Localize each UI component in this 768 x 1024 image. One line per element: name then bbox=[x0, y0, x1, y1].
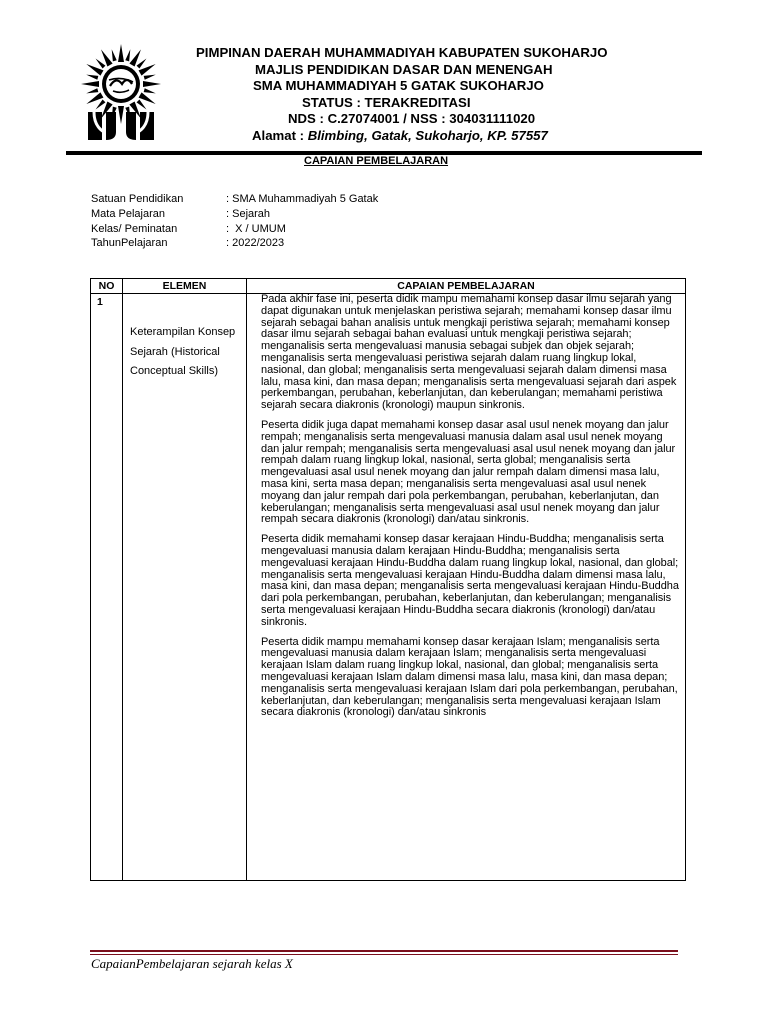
row-capaian bbox=[247, 294, 686, 881]
sun-emblem-icon bbox=[76, 42, 166, 142]
footer-divider-thin bbox=[90, 954, 678, 955]
row-number: 1 bbox=[91, 294, 123, 881]
letterhead-address bbox=[160, 128, 700, 145]
capaian-paragraph: Peserta didik mampu memahami konsep dasar kerajaan Islam; menganalisis serta mengevaluasi manusia dalam kerajaan Islam; menganalisis serta mengevaluasi kerajaan Islam dalam ruang lingkup lokal, nasional, dan global; menganalisis serta mengevaluasi kerajaan Islam dalam dimensi masa lalu, masa kini, dan masa depan; menganalisis serta mengevaluasi kerajaan Islam dari pola perkembangan, perubahan, keberlanjutan, dan keberulangan; menganalisis serta mengevaluasi kerajaan Islam secara diakronis (kronologi) dan/atau sinkronis bbox=[261, 635, 678, 719]
muhammadiyah-logo bbox=[76, 42, 166, 142]
info-label: TahunPelajaran bbox=[91, 237, 168, 250]
info-label: Mata Pelajaran bbox=[91, 207, 165, 220]
table-header-row bbox=[91, 279, 686, 294]
letterhead-line-5: NDS : C.27074001 / NSS : 304031111020 bbox=[288, 111, 536, 126]
document-title: CAPAIAN PEMBELAJARAN bbox=[304, 155, 449, 167]
letterhead-line-3: SMA MUHAMMADIYAH 5 GATAK SUKOHARJO bbox=[253, 78, 544, 93]
capaian-table bbox=[90, 278, 686, 881]
info-value: : 2022/2023 bbox=[226, 237, 285, 250]
info-row bbox=[91, 236, 378, 251]
info-block bbox=[91, 192, 378, 251]
address-label: Alamat : bbox=[252, 127, 305, 143]
footer-divider bbox=[90, 950, 678, 952]
info-label: Satuan Pendidikan bbox=[91, 193, 184, 205]
header-capaian: CAPAIAN PEMBELAJARAN bbox=[247, 279, 686, 294]
table-row bbox=[91, 294, 686, 881]
letterhead-line-4: STATUS : TERAKREDITASI bbox=[302, 94, 471, 110]
address-value: Blimbing, Gatak, Sukoharjo, KP. 57557 bbox=[307, 127, 548, 143]
page-footer: CapaianPembelajaran sejarah kelas X bbox=[91, 956, 293, 971]
row-element: Keterampilan Konsep Sejarah (Historical Conceptual Skills) bbox=[123, 294, 247, 881]
letterhead-line-2: MAJLIS PENDIDIKAN DASAR DAN MENENGAH bbox=[255, 61, 553, 77]
header-no: NO bbox=[91, 279, 123, 294]
capaian-paragraph: Peserta didik juga dapat memahami konsep dasar asal usul nenek moyang dan jalur rempah; menganalisis serta mengevaluasi manusia dalam asal usul nenek moyang dan jalur rempah; menganalisis serta mengevaluasi asal usul nenek moyang dan jalur rempah dalam ruang lingkup lokal, nasional, serta global; menganalisis serta mengevaluasi asal usul nenek moyang dan jalur rempah dalam dimensi masa lalu, masa kini, serta masa depan; menganalisis serta mengevaluasi asal usul nenek moyang dan jalur rempah dari pola perkembangan, perubahan, keberlanjutan, dan keberulangan; menganalisis serta mengevaluasi asal usul nenek moyang dan jalur rempah secara diakronis (kronologi) dan/atau sinkronis. bbox=[261, 418, 676, 526]
capaian-paragraph: Peserta didik memahami konsep dasar kerajaan Hindu-Buddha; menganalisis serta mengevaluasi manusia dalam kerajaan Hindu-Buddha; menganalisis serta mengevaluasi kerajaan Hindu-Buddha dalam ruang lingkup lokal, nasional, dan global; menganalisis serta mengevaluasi kerajaan Hindu-Buddha dalam dimensi masa lalu, masa kini, dan masa depan; menganalisis serta mengevaluasi kerajaan Hindu-Buddha dari pola perkembangan, perubahan, keberlanjutan, dan keberulangan; menganalisis serta mengevaluasi kerajaan Hindu-Buddha secara diakronis (kronologi) dan/atau sinkronis. bbox=[261, 533, 679, 628]
info-value: : SMA Muhammadiyah 5 Gatak bbox=[226, 193, 379, 205]
info-row bbox=[91, 222, 378, 237]
letterhead-line-1: PIMPINAN DAERAH MUHAMMADIYAH KABUPATEN SUKOHARJO bbox=[196, 45, 608, 60]
info-row bbox=[91, 192, 378, 207]
info-label: Kelas/ Peminatan bbox=[91, 222, 178, 235]
capaian-paragraph: Pada akhir fase ini, peserta didik mampu memahami konsep dasar ilmu sejarah yang dapat digunakan untuk menjelaskan peristiwa sejarah; memahami konsep dasar ilmu sejarah sebagai bahan analisis untuk mengkaji peristiwa sejarah; memahami konsep dasar ilmu sejarah sebagai bahan evaluasi untuk mengkaji peristiwa sejarah; menganalisis serta mengevaluasi manusia sebagai subjek dan objek sejarah; menganalisis serta mengevaluasi peristiwa sejarah dalam ruang lingkup lokal, nasional, dan global; menganalisis serta mengevaluasi sejarah dalam dimensi masa lalu, masa kini, dan masa depan; menganalisis serta mengevaluasi sejarah dari aspek perkembangan, perubahan, keberlanjutan, dan keberulangan; memahami peristiwa sejarah secara diakronis (kronologi) maupun sinkronis. bbox=[261, 293, 677, 412]
header-elemen: ELEMEN bbox=[123, 279, 247, 294]
letterhead bbox=[160, 45, 700, 144]
info-value: : X / UMUM bbox=[226, 222, 286, 235]
info-row bbox=[91, 207, 378, 222]
info-value: : Sejarah bbox=[226, 207, 271, 220]
